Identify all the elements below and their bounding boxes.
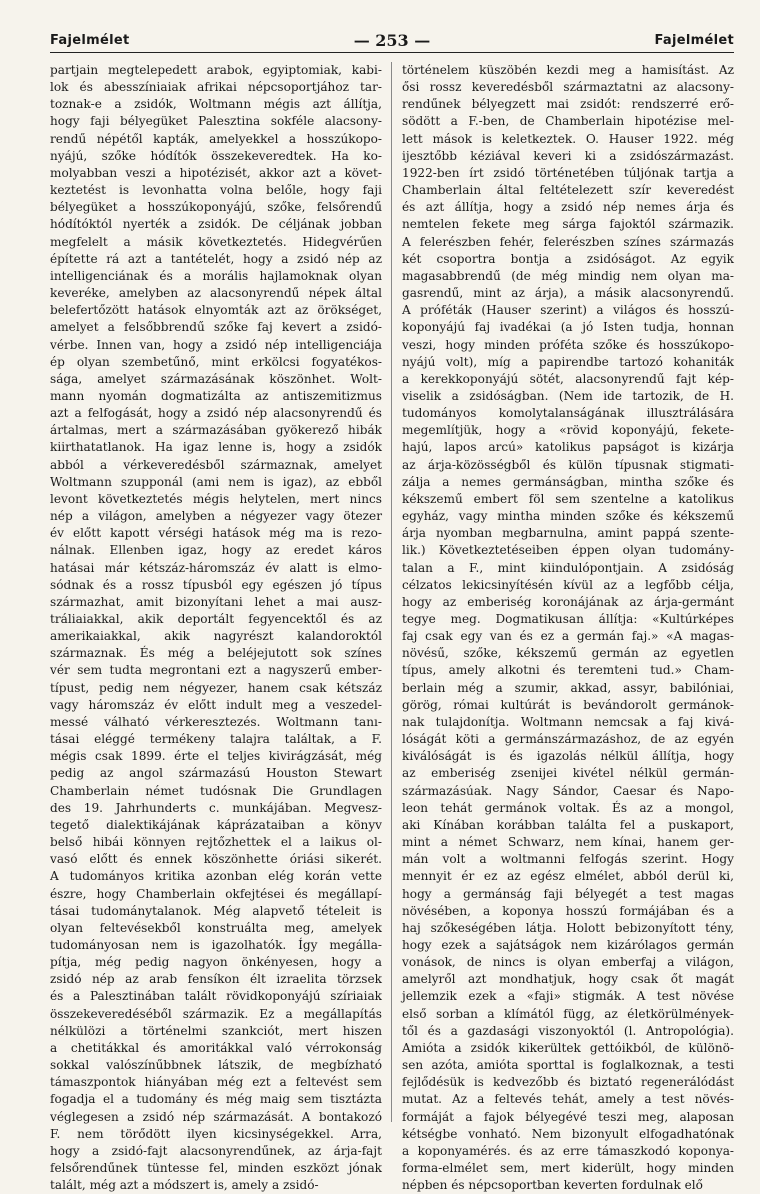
text-line: építette rá azt a tantételét, hogy a zsidó nép az <box>50 251 382 266</box>
text-line: faj csak egy van és ez a germán faj.» «A magas- <box>402 629 734 644</box>
text-line: keveréke, amelyben az alacsonyrendű népek által <box>50 286 382 301</box>
text-line: sokkal valószínűbbnek látszik, de megbízható <box>50 1058 382 1073</box>
text-line: 1922-ben írt zsidó történetében túljónak tartja a <box>402 165 734 180</box>
text-line: leon tehát germánok voltak. És az a mongol, <box>402 800 734 815</box>
text-line: lik.) Következtetéseiben éppen olyan tudomány- <box>402 543 734 558</box>
text-line: és a Palesztinában talált rövidkoponyájú szíriaiak <box>50 989 382 1004</box>
text-line: nyájú volt), míg a papirendbe tartozó kohaniták <box>402 354 734 369</box>
text-line: zsidó nép az arab fensíkon élt izraelita törzsek <box>50 972 382 987</box>
text-line: pítja, még pedig nagyon önkényesen, hogy a <box>50 955 382 970</box>
text-line: mennyit ér ez az egész elmélet, abból derül ki, <box>402 869 734 884</box>
text-line: kiirthatatlanok. Ha igaz lenne is, hogy a zsidók <box>50 440 382 455</box>
text-line: összekeveredéséből származik. Ez a megállapítás <box>50 1006 382 1021</box>
text-line: nyájú, szőke hódítók összekeveredtek. Ha ko- <box>50 148 382 163</box>
text-line: partjain megtelepedett arabok, egyiptomiak, kabi- <box>50 63 382 77</box>
text-line: södött a F.-ben, de Chamberlain hipotézise mel- <box>402 114 734 129</box>
text-line: fejlődésük is kedvezőbb és biztató regenerálódást <box>402 1075 734 1090</box>
text-line: mint a német Schwarz, nem kínai, hanem ger- <box>402 835 734 850</box>
text-line: től és a gazdasági viszonyoktól (l. Antropológia). <box>402 1023 734 1038</box>
text-line: az árja-közösségből és külön típusnak stigmati- <box>402 457 734 472</box>
text-line: aki Kínában korábban találta fel a puskaport, <box>402 817 734 832</box>
text-line: koponyájú faj ivadékai (a jó Isten tudja, honnan <box>402 320 734 335</box>
running-title-left: Fajelmélet <box>50 32 130 48</box>
text-line: zálja a nemes germánságban, mintha szőke és <box>402 474 734 489</box>
text-line: fogadja el a tudomány és még maig sem tisztázta <box>50 1092 382 1107</box>
text-line: hogy a germánság faji bélyegét a test magas <box>402 886 734 901</box>
text-line: magasabbrendű (de még mindig nem olyan ma- <box>402 268 734 283</box>
text-line: sen azóta, amióta sporttal is foglalkoznak, a testi <box>402 1058 734 1073</box>
text-line: lett mások is keletkeztek. O. Hauser 1922. még <box>402 131 734 146</box>
text-line: vasó előtt és ennek köszönhette óriási sikerét. <box>50 852 382 867</box>
text-line: Woltmann szupponál (ami nem is igaz), az ebből <box>50 474 382 489</box>
text-line: tásai tudománytalanok. Még alapvető tételeit is <box>50 903 382 918</box>
column-divider <box>391 62 392 1122</box>
text-line: gasrendű, mint az árja), a másik alacsonyrendű. <box>402 286 734 301</box>
text-line: véglegesen a zsidó nép származását. A bontakozó <box>50 1109 382 1124</box>
text-line: hogy az emberiség koronájának az árja-germánt <box>402 594 734 609</box>
text-line: amelyet a felsőbbrendű szőke faj kevert a zsidó- <box>50 320 382 335</box>
text-line: amelyről azt mondhatjuk, hogy csak őt magát <box>402 972 734 987</box>
text-line: bélyegüket a hosszúkoponyájú, szőke, felsőrendű <box>50 200 382 215</box>
text-line: pedig az angol származású Houston Stewart <box>50 766 382 781</box>
text-line: haj szőkeségében látja. Holott bebizonyított tény, <box>402 920 734 935</box>
text-line: rendű népétől kapták, amelyekkel a hosszúkopo- <box>50 131 382 146</box>
text-line: vagy háromszáz év előtt indult meg a veszedel- <box>50 697 382 712</box>
text-line: hódítóktól nyerték a zsidók. De céljának jobban <box>50 217 382 232</box>
text-line: tásai eléggé termékeny talajra találtak, a F. <box>50 732 382 747</box>
text-line: hogy a zsidó-fajt alacsonyrendűnek, az árja-fajt <box>50 1143 382 1158</box>
text-line: Chamberlain által feltételezett szír keveredést <box>402 183 734 198</box>
text-line: nép a világon, amelyben a négyezer vagy ötezer <box>50 509 382 524</box>
text-line: növésében, a koponya hosszú formájában és a <box>402 903 734 918</box>
right-column <box>402 62 734 1193</box>
text-line: F. nem törődött ilyen kicsinységekkel. Arra, <box>50 1126 382 1141</box>
text-line: felsőrendűnek tüntesse fel, minden eszközt jónak <box>50 1161 382 1175</box>
text-line: görög, római kultúrát is bevándorolt germánok- <box>402 697 734 712</box>
text-line: A tudományos kritika azonban elég korán vette <box>50 869 382 884</box>
text-line: messé válható vérkeresztezés. Woltmann tanı- <box>50 714 382 729</box>
text-line: Amióta a zsidók kikerültek gettóikból, de különö- <box>402 1040 734 1055</box>
text-line: nélkülözi a történelmi szankciót, mert hiszen <box>50 1023 382 1038</box>
text-line: év előtt kapott vérségi hatások még ma is rezo- <box>50 526 382 541</box>
text-line: a koponyamérés. és az erre támaszkodó koponya- <box>402 1143 734 1158</box>
text-line: talan a F., mint kiindulópontjain. A zsidóság <box>402 560 734 575</box>
text-line: ijesztőbb kéziával keveri ki a zsidószármazást. <box>402 148 734 163</box>
text-line: típust, pedig nem négyezer, hanem csak kétszáz <box>50 680 382 695</box>
text-line: megemlítjük, hogy a «rövid koponyájú, fekete- <box>402 423 734 438</box>
text-line: mutat. Az a feltevés tehát, amely a test növés- <box>402 1092 734 1107</box>
text-line: a chetitákkal és amoritákkal való vérrokonság <box>50 1040 382 1055</box>
text-line: belső hibái könnyen rejtőzhettek el a laikus ol- <box>50 835 382 850</box>
text-line: ártalmas, mert a származásában gyökerező hibák <box>50 423 382 438</box>
text-line: forma-elmélet sem, mert kiderült, hogy minden <box>402 1161 734 1175</box>
text-line: keztetést is levonhatta volna belőle, hogy faji <box>50 183 382 198</box>
text-line: tudományosan nem is igazolhatók. Így megálla- <box>50 937 382 952</box>
text-line: veszi, hogy minden próféta szőke és hosszúkopo- <box>402 337 734 352</box>
text-line: vérbe. Innen van, hogy a zsidó nép intelligenciája <box>50 337 382 352</box>
text-line: ősi rossz keveredésből származtatni az alacsony- <box>402 80 734 95</box>
running-title-right: Fajelmélet <box>654 32 734 48</box>
text-line: tudományos komolytalanságának illusztrálására <box>402 406 734 421</box>
left-column <box>50 62 382 1193</box>
text-line: az emberiség zsenijei kivétel nélkül germán- <box>402 766 734 781</box>
text-line: a kerekkoponyájú sötét, alacsonyrendű fajt kép- <box>402 371 734 386</box>
text-line: levont következtetés mégis helytelen, mert nincs <box>50 491 382 506</box>
text-line: toznak-e a zsidók, Woltmann mégis azt állítja, <box>50 97 382 112</box>
text-line: első sorban a klímától függ, az életkörülmények- <box>402 1006 734 1021</box>
text-line: történelem küszöbén kezdi meg a hamisítást. Az <box>402 63 734 77</box>
text-line: hatásai már kétszáz-háromszáz év alatt is elmo- <box>50 560 382 575</box>
text-line: vonások, de nincs is olyan emberfaj a világon, <box>402 955 734 970</box>
text-line: árja nyomban megbarnulna, amint pappá szente- <box>402 526 734 541</box>
text-line: mán volt a woltmanni felfogás szerint. Hogy <box>402 852 734 867</box>
text-line: vér sem tudta megrontani ezt a nagyszerű ember- <box>50 663 382 678</box>
text-line: és azt állítja, hogy a zsidó nép nemes árja és <box>402 200 734 215</box>
text-line: A próféták (Hauser szerint) a világos és hosszú- <box>402 303 734 318</box>
text-line: észre, hogy Chamberlain okfejtései és megállapí- <box>50 886 382 901</box>
text-line: molyabban veszi a hipotézisét, akkor azt a követ- <box>50 165 382 180</box>
text-line: belefertőzött hatások elnyomták azt az örökséget, <box>50 303 382 318</box>
text-line: nálnak. Ellenben igaz, hogy az eredet káros <box>50 543 382 558</box>
text-line: mann nyomán dogmatizálta az antiszemitizmus <box>50 388 382 403</box>
text-line: kékszemű embert föl sem szentelne a katolikus <box>402 491 734 506</box>
text-line: intelligenciának és a morális hajlamoknak olyan <box>50 268 382 283</box>
text-line: viselik a zsidóságban. (Nem ide tartozik, de H. <box>402 388 734 403</box>
text-line: Chamberlain német tudósnak Die Grundlagen <box>50 783 382 798</box>
text-line: rendűnek bélyegzett mai zsidót: rendszerré erő- <box>402 97 734 112</box>
text-line: talált, még azt a módszert is, amely a zsidó- <box>50 1178 319 1193</box>
text-line: des 19. Jahrhunderts c. munkájában. Megvesz- <box>50 800 382 815</box>
text-line: növésű, szőke, kékszemű germán az egyetlen <box>402 646 734 661</box>
text-line: olyan feltevésekből konstruálta meg, amelyek <box>50 920 382 935</box>
text-line: mégis csak 1899. érte el teljes kivirágzását, még <box>50 749 382 764</box>
text-line: származnak. És még a beléjejutott sok színes <box>50 646 382 661</box>
text-line: hogy faji bélyegüket Palesztina sokféle alacsony- <box>50 114 382 129</box>
text-line: tráliaiakkal, akik deportált fegyencektől és az <box>50 612 382 626</box>
text-line: származásúak. Nagy Sándor, Caesar és Napo- <box>402 783 734 798</box>
text-line: megfelelt a másik következtetés. Hidegvérűen <box>50 234 382 249</box>
text-line: tegető dialektikájának káprázataiban a könyv <box>50 817 382 832</box>
text-line: kétségbe vonható. Nem bizonyult elfogadhatónak <box>402 1126 734 1141</box>
text-line: ép olyan szembetűnő, mint erkölcsi fogyatékos- <box>50 354 382 369</box>
text-line: amerikaiakkal, akik nagyrészt kalandoroktól <box>50 629 382 644</box>
text-line: nemtelen fekete meg sárga fajoktól származik. <box>402 217 734 232</box>
text-line: sága, amelyet származásának köszönhet. Wolt- <box>50 371 382 386</box>
text-line: A felerészben fehér, felerészben színes származás <box>402 234 734 249</box>
text-line: népben és népcsoportban keverten fordulnak elő <box>402 1178 703 1193</box>
text-line: célzatos lekicsinyítésén kívül az a legfőbb célja, <box>402 577 734 592</box>
text-line: kiválóságát is és igazolás nélkül állítja, hogy <box>402 749 734 764</box>
running-header <box>50 28 734 53</box>
text-line: abból a vérkeveredésből származnak, amelyet <box>50 457 382 472</box>
text-line: jellemzik ezek a «faji» stigmák. A test növése <box>402 989 734 1004</box>
text-line: nak tulajdonítja. Woltmann nemcsak a faj kivá- <box>402 714 734 729</box>
text-line: azt a felfogását, hogy a zsidó nép alacsonyrendű és <box>50 406 382 421</box>
text-columns <box>50 62 734 1193</box>
text-line: két csoportra bontja a zsidóságot. Az egyik <box>402 251 734 266</box>
text-line: egyház, vagy mintha minden szőke és kékszemű <box>402 509 734 524</box>
text-line: formáját a fajok bélyegévé teszi meg, alaposan <box>402 1109 734 1124</box>
text-line: származhat, amit bizonyítani lehet a mai ausz- <box>50 594 382 609</box>
text-line: tegye meg. Dogmatikusan állítja: «Kultúrképes <box>402 612 734 626</box>
text-line: sódnak és a rossz típusból egy egészen jó típus <box>50 577 382 592</box>
text-line: támaszpontok hiányában még ezt a feltevést sem <box>50 1075 382 1090</box>
page-number: — 253 — <box>353 30 431 50</box>
text-line: lóságát köti a germánszármazáshoz, de az egyén <box>402 732 734 747</box>
text-line: berlain még a szumir, akkad, assyr, babilóniai, <box>402 680 734 695</box>
text-line: típus, amely alkotni és teremteni tud.» Cham- <box>402 663 734 678</box>
text-line: hajú, lapos arcú» katolikus papságot is kizárja <box>402 440 734 455</box>
text-line: lok és abesszíniaiak afrikai népcsoportjához tar- <box>50 80 382 95</box>
text-line: hogy ezek a sajátságok nem kizárólagos germán <box>402 937 734 952</box>
